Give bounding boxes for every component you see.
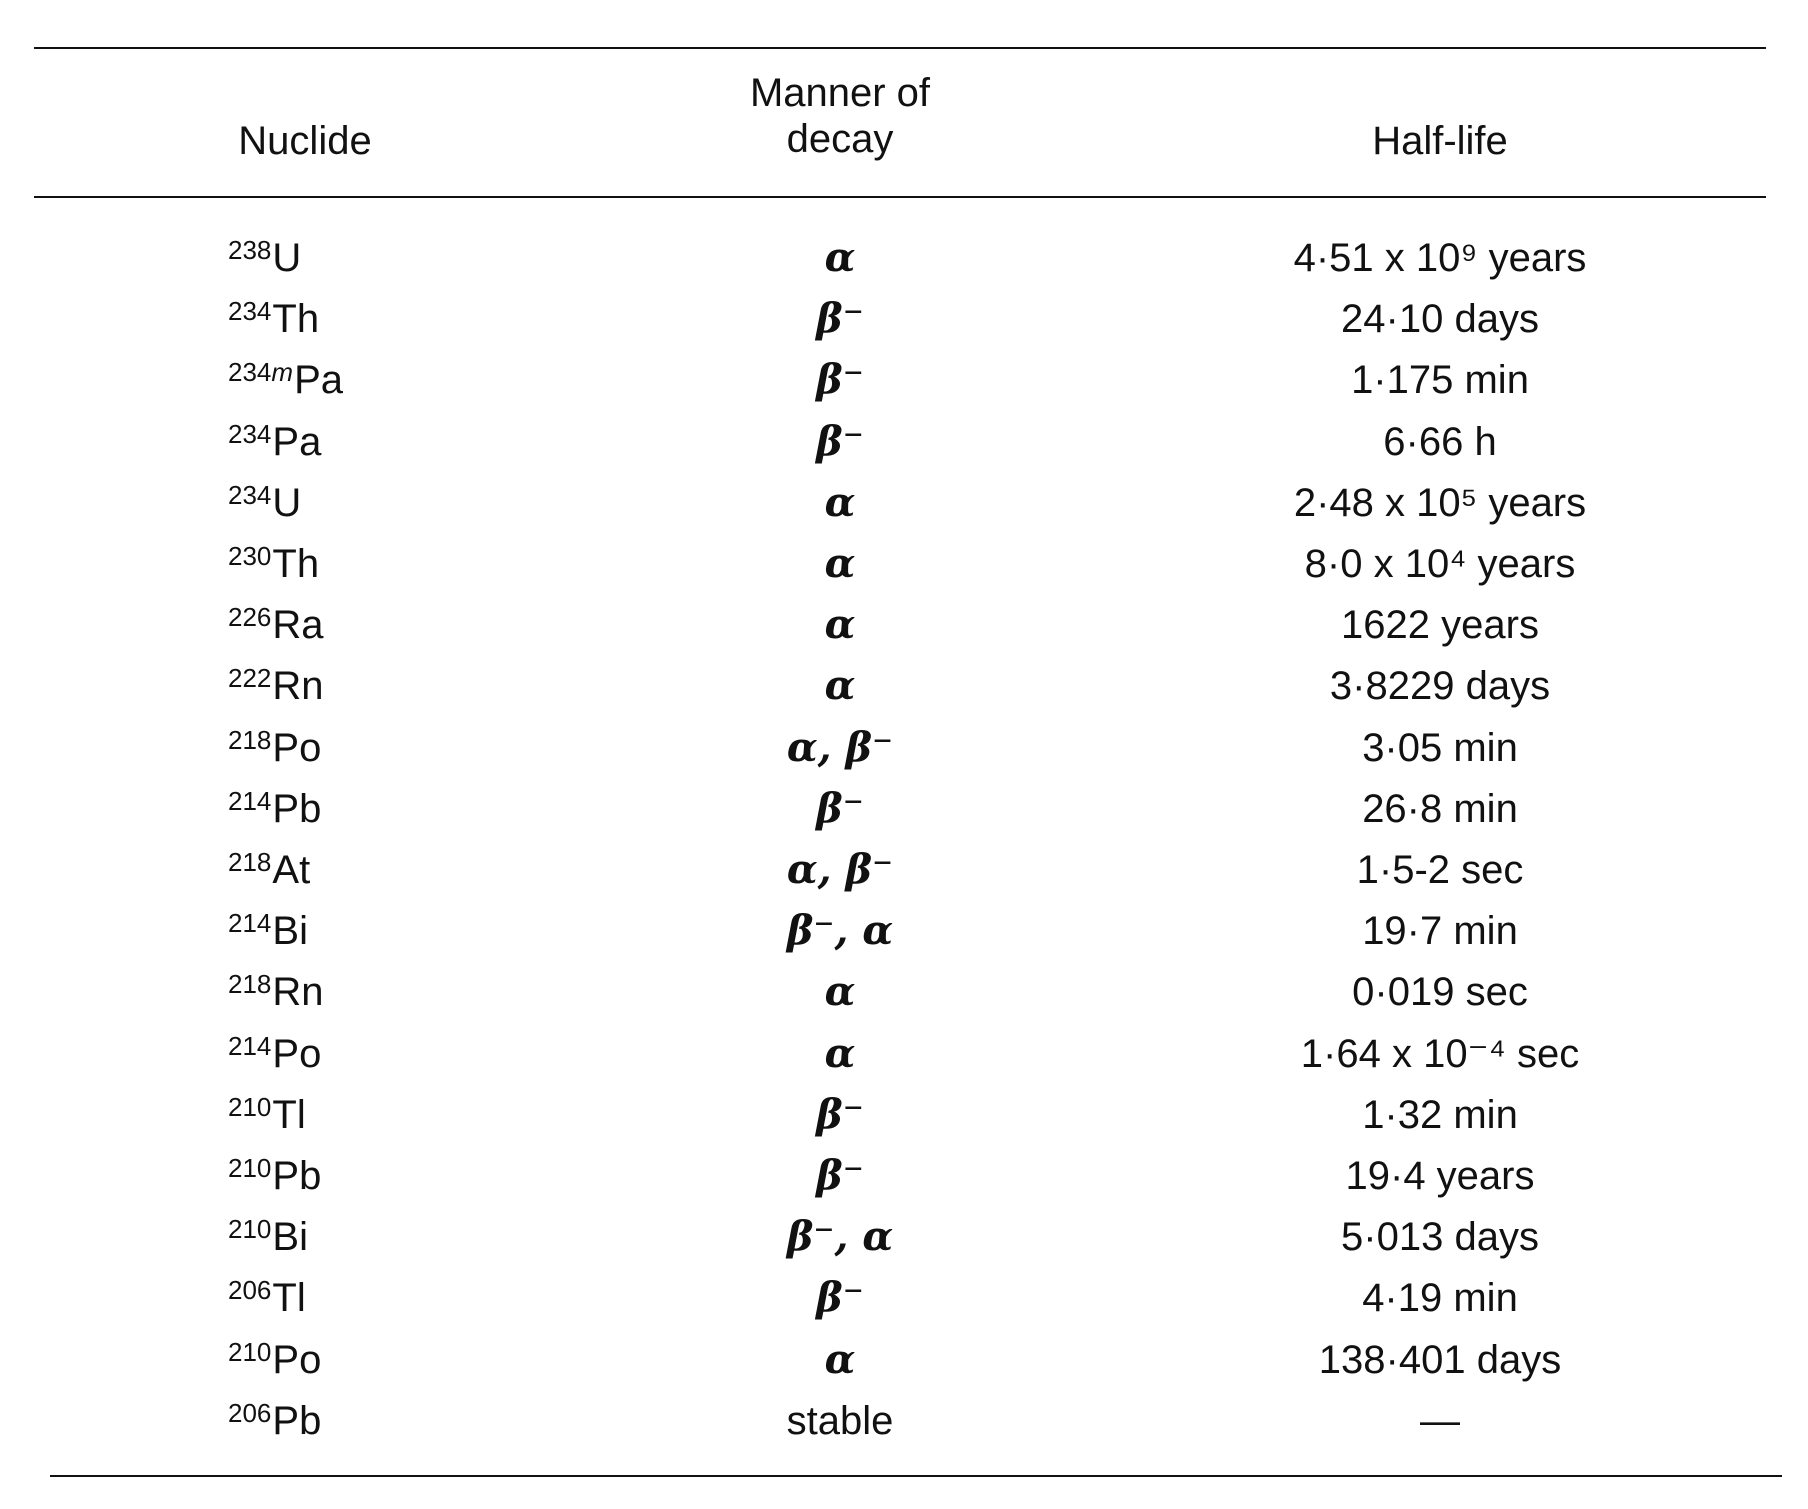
element-symbol: Bi [272, 1215, 308, 1260]
decay-mode-cell: α [824, 540, 856, 587]
mass-number-value: 234 [228, 418, 272, 449]
mass-number [228, 663, 271, 693]
half-life-cell: 2·48 x 10⁵ years [1293, 480, 1587, 525]
half-life-cell: 1622 years [1341, 603, 1539, 648]
decay-mode-cell: α [824, 478, 856, 526]
decay-mode-cell: α [824, 234, 856, 281]
table-row [0, 656, 1808, 716]
element-symbol: Pb [272, 786, 322, 831]
mass-number [228, 296, 271, 326]
mass-number [228, 480, 271, 510]
element-symbol: Pb [272, 1398, 322, 1443]
mass-number [228, 969, 271, 999]
table-row [0, 350, 1808, 410]
mass-number-value: 214 [228, 1030, 272, 1061]
mass-number-value: 218 [228, 724, 272, 755]
half-life-cell: 4·51 x 10⁹ years [1293, 236, 1587, 280]
mass-number-value: 234 [228, 479, 272, 510]
mass-number [228, 1275, 271, 1305]
nuclide-cell [228, 1207, 528, 1271]
nuclide-cell [228, 1391, 528, 1455]
nuclide-cell [228, 350, 528, 414]
nuclide-cell [228, 1024, 528, 1088]
nuclide-cell [228, 1085, 528, 1149]
half-life-cell: 8·0 x 10⁴ years [1304, 542, 1576, 586]
decay-mode-cell: β⁻ [816, 784, 864, 832]
element-symbol: Th [272, 542, 320, 586]
element-symbol: Bi [272, 909, 308, 954]
mass-number [228, 1153, 271, 1183]
header-half-life: Half-life [1372, 119, 1508, 163]
mass-number-value: 238 [228, 235, 272, 265]
table-row [0, 779, 1808, 839]
table-row [0, 718, 1808, 778]
half-life-cell: 19·4 years [1345, 1154, 1535, 1198]
table-row [0, 840, 1808, 900]
element-symbol: U [272, 236, 302, 280]
decay-mode-cell: α [824, 968, 856, 1016]
nuclide-cell [228, 901, 528, 965]
half-life-cell: 1·5-2 sec [1356, 848, 1524, 892]
decay-mode-cell: β⁻, α [786, 907, 894, 955]
element-symbol: Pa [272, 419, 322, 464]
mass-number-value: 210 [228, 1336, 272, 1367]
table-row [0, 962, 1808, 1022]
decay-mode-cell: α [824, 1029, 856, 1077]
nuclide-cell [228, 840, 528, 904]
table-row [0, 1207, 1808, 1267]
mass-number [228, 1031, 271, 1061]
element-symbol: Rn [272, 664, 324, 709]
decay-mode-cell: β⁻ [816, 417, 864, 465]
mass-number-value: 214 [228, 908, 272, 939]
element-symbol: Po [272, 725, 322, 770]
nuclide-cell [228, 412, 528, 476]
decay-mode-cell: β⁻ [816, 1274, 864, 1322]
mass-number-value: 234 [228, 296, 272, 327]
half-life-cell: 138·401 days [1318, 1337, 1562, 1382]
decay-mode-cell: β⁻ [816, 1152, 864, 1199]
table-row [0, 228, 1808, 288]
table-row [0, 1268, 1808, 1328]
mass-number-value: 206 [228, 1275, 272, 1306]
element-symbol: Tl [272, 1276, 306, 1321]
header-decay-line-1: Manner of [749, 71, 931, 115]
decay-mode-cell: β⁻ [816, 1090, 864, 1138]
table-row [0, 901, 1808, 961]
mass-number-value: 230 [228, 541, 272, 571]
decay-mode-cell: α [824, 662, 856, 710]
element-symbol: Po [272, 1337, 322, 1382]
mass-number [228, 1398, 271, 1428]
half-life-cell: 1·64 x 10⁻⁴ sec [1300, 1031, 1580, 1076]
half-life-cell: 1·32 min [1362, 1092, 1518, 1137]
mass-number-value: 234 [228, 357, 272, 388]
mass-number [228, 419, 271, 449]
nuclide-cell [228, 656, 528, 720]
table-row [0, 289, 1808, 349]
half-life-cell: 3·05 min [1362, 725, 1518, 770]
half-life-cell: 1·175 min [1351, 358, 1529, 403]
table-row [0, 473, 1808, 533]
half-life-cell: 6·66 h [1383, 419, 1497, 464]
table-row [0, 412, 1808, 472]
table-row [0, 595, 1808, 655]
half-life-cell: 24·10 days [1341, 297, 1539, 342]
decay-mode-cell: α [824, 1335, 856, 1383]
mass-number-value: 214 [228, 785, 272, 816]
nuclide-cell [228, 595, 528, 659]
half-life-cell: 19·7 min [1362, 909, 1518, 954]
mass-number [228, 847, 271, 877]
nuclide-cell [228, 1268, 528, 1332]
decay-mode-cell: β⁻ [816, 356, 864, 404]
table-row [0, 1146, 1808, 1206]
mass-number [228, 786, 271, 816]
metastable-marker: m [271, 357, 294, 388]
half-life-cell: 5·013 days [1341, 1215, 1539, 1260]
decay-mode-cell: β⁻ [816, 295, 864, 343]
half-life-cell: 3·8229 days [1329, 664, 1551, 709]
nuclide-cell [228, 473, 528, 537]
element-symbol: Pb [272, 1154, 322, 1198]
element-symbol: At [272, 848, 311, 892]
mass-number-value: 218 [228, 969, 272, 1000]
table-row [0, 1391, 1808, 1451]
mass-number-value: 210 [228, 1091, 272, 1122]
element-symbol: Pa [294, 358, 343, 403]
half-life-cell: 0·019 sec [1352, 970, 1528, 1015]
decay-mode-cell: α, β⁻ [786, 723, 894, 771]
header-manner-of-decay [690, 70, 990, 162]
nuclide-cell [228, 1330, 528, 1394]
nuclide-cell [228, 228, 528, 292]
element-symbol: Th [272, 297, 320, 342]
mass-number [228, 357, 293, 387]
mass-number [228, 1214, 271, 1244]
table-row [0, 1085, 1808, 1145]
mass-number [228, 725, 271, 755]
decay-mode-cell: stable [786, 1398, 894, 1443]
mass-number-value: 222 [228, 663, 272, 694]
decay-mode-cell: β⁻, α [786, 1213, 894, 1261]
nuclide-cell [228, 534, 528, 598]
half-life-cell: — [1420, 1398, 1460, 1443]
element-symbol: Po [272, 1031, 322, 1076]
element-symbol: Rn [272, 970, 324, 1015]
mass-number-value: 206 [228, 1397, 272, 1428]
mass-number [228, 602, 271, 632]
mass-number-value: 218 [228, 847, 272, 877]
element-symbol: Tl [272, 1092, 306, 1137]
header-nuclide: Nuclide [238, 119, 372, 163]
nuclide-cell [228, 1146, 528, 1210]
half-life-cell: 4·19 min [1362, 1276, 1518, 1321]
nuclide-cell [228, 289, 528, 353]
nuclide-cell [228, 779, 528, 843]
mass-number [228, 235, 271, 265]
decay-mode-cell: α, β⁻ [786, 846, 894, 893]
decay-mode-cell: α [824, 601, 856, 649]
mass-number [228, 1092, 271, 1122]
mass-number [228, 908, 271, 938]
table-row [0, 1330, 1808, 1390]
mass-number-value: 226 [228, 602, 272, 633]
mass-number-value: 210 [228, 1214, 272, 1245]
table-row [0, 534, 1808, 594]
mass-number-value: 210 [228, 1153, 272, 1183]
table-row [0, 1024, 1808, 1084]
mass-number [228, 1337, 271, 1367]
nuclide-cell [228, 718, 528, 782]
half-life-cell: 26·8 min [1362, 786, 1518, 831]
mass-number [228, 541, 271, 571]
element-symbol: U [272, 480, 302, 525]
element-symbol: Ra [272, 603, 324, 648]
header-decay-line-2: decay [786, 117, 894, 161]
nuclide-cell [228, 962, 528, 1026]
